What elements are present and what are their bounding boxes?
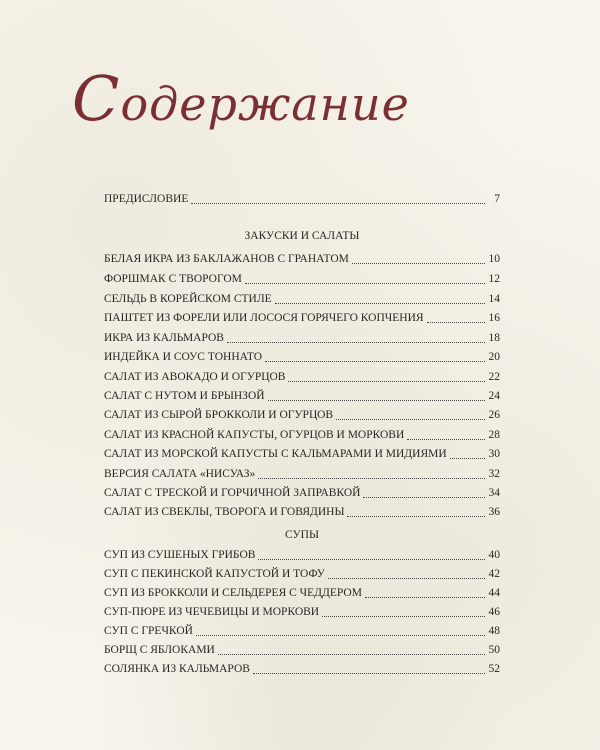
toc-entry-page: 28	[488, 429, 500, 441]
toc-entry[interactable]	[104, 348, 500, 366]
toc-entry-page: 46	[488, 606, 500, 618]
toc-entry-page: 48	[488, 625, 500, 637]
toc-entry-label: ПРЕДИСЛОВИЕ	[104, 193, 189, 205]
toc-entry-page: 40	[488, 549, 500, 561]
toc-entry[interactable]	[104, 387, 500, 405]
toc-entry[interactable]	[104, 309, 500, 327]
toc-entry-label: САЛАТ ИЗ КРАСНОЙ КАПУСТЫ, ОГУРЦОВ И МОРКОВИ	[104, 429, 405, 441]
dot-leader	[268, 390, 485, 401]
toc-entry-label: ВЕРСИЯ САЛАТА «НИСУАЗ»	[104, 468, 256, 480]
toc-entry-label: ПАШТЕТ ИЗ ФОРЕЛИ ИЛИ ЛОСОСЯ ГОРЯЧЕГО КОПЧЕНИЯ	[104, 312, 424, 324]
dot-leader	[191, 193, 485, 204]
toc-entry-page: 18	[488, 332, 500, 344]
dot-leader	[275, 293, 485, 304]
toc-entry-label: САЛАТ ИЗ МОРСКОЙ КАПУСТЫ С КАЛЬМАРАМИ И МИДИЯМИ	[104, 448, 447, 460]
toc-entry[interactable]	[104, 465, 500, 483]
toc-entry[interactable]	[104, 546, 500, 564]
toc-entry-page: 26	[488, 409, 500, 421]
toc-entry-label: ФОРШМАК С ТВОРОГОМ	[104, 273, 242, 285]
section-heading-soups: СУПЫ	[285, 529, 319, 541]
toc-entry-label: САЛАТ ИЗ СВЕКЛЫ, ТВОРОГА И ГОВЯДИНЫ	[104, 506, 345, 518]
dot-leader	[253, 663, 485, 674]
dot-leader	[365, 587, 485, 598]
toc-entry[interactable]	[104, 584, 500, 602]
title-rest: одержание	[120, 77, 410, 131]
toc-entry[interactable]	[104, 406, 500, 424]
toc-entry-page: 10	[488, 253, 500, 265]
dot-leader	[258, 549, 485, 560]
toc-entry-page: 22	[488, 371, 500, 383]
dot-leader	[328, 568, 485, 579]
toc-entry[interactable]	[104, 270, 500, 288]
toc-entry-label: САЛАТ ИЗ СЫРОЙ БРОККОЛИ И ОГУРЦОВ	[104, 409, 334, 421]
toc-entry-label: БЕЛАЯ ИКРА ИЗ БАКЛАЖАНОВ С ГРАНАТОМ	[104, 253, 349, 265]
toc-entry-page: 42	[488, 568, 500, 580]
toc-entry-page: 16	[488, 312, 500, 324]
toc-entry[interactable]	[104, 641, 500, 659]
toc-entry[interactable]	[104, 250, 500, 268]
dot-leader	[288, 371, 485, 382]
toc-entry[interactable]	[104, 484, 500, 502]
dot-leader	[352, 253, 485, 264]
toc-entry-label: САЛАТ ИЗ АВОКАДО И ОГУРЦОВ	[104, 371, 286, 383]
section-heading-snacks: ЗАКУСКИ И САЛАТЫ	[244, 230, 360, 242]
toc-entry-page: 50	[488, 644, 500, 656]
dot-leader	[258, 468, 485, 479]
dot-leader	[363, 487, 485, 498]
toc-entry[interactable]	[104, 329, 500, 347]
toc-entry[interactable]	[104, 660, 500, 678]
toc-entry-label: САЛАТ С НУТОМ И БРЫНЗОЙ	[104, 390, 265, 402]
dot-leader	[427, 312, 485, 323]
page-title	[72, 62, 410, 135]
toc-entry[interactable]	[104, 603, 500, 621]
toc-entry[interactable]	[104, 503, 500, 521]
toc-entry-label: ИКРА ИЗ КАЛЬМАРОВ	[104, 332, 224, 344]
toc-entry-page: 14	[488, 293, 500, 305]
toc-entry[interactable]	[104, 622, 500, 640]
toc-entry[interactable]	[104, 565, 500, 583]
toc-entry-page: 24	[488, 390, 500, 402]
dot-leader	[347, 506, 485, 517]
toc-entry-page: 52	[488, 663, 500, 675]
toc-entry-preface[interactable]	[104, 190, 500, 208]
dot-leader	[196, 625, 485, 636]
toc-entry[interactable]	[104, 368, 500, 386]
dot-leader	[265, 351, 485, 362]
toc-entry-label: СУП ИЗ БРОККОЛИ И СЕЛЬДЕРЕЯ С ЧЕДДЕРОМ	[104, 587, 362, 599]
dot-leader	[322, 606, 485, 617]
toc-entry-label: БОРЩ С ЯБЛОКАМИ	[104, 644, 215, 656]
dot-leader	[227, 332, 485, 343]
toc-entry-label: СУП С ПЕКИНСКОЙ КАПУСТОЙ И ТОФУ	[104, 568, 325, 580]
toc-entry-page: 12	[488, 273, 500, 285]
toc-entry-page: 20	[488, 351, 500, 363]
toc-entry-label: СУП ИЗ СУШЕНЫХ ГРИБОВ	[104, 549, 256, 561]
toc-entry-page: 32	[488, 468, 500, 480]
toc-entry-page: 36	[488, 506, 500, 518]
title-initial: С	[72, 62, 121, 135]
toc-entry-label: САЛАТ С ТРЕСКОЙ И ГОРЧИЧНОЙ ЗАПРАВКОЙ	[104, 487, 361, 499]
dot-leader	[218, 644, 485, 655]
toc-entry[interactable]	[104, 426, 500, 444]
dot-leader	[336, 409, 485, 420]
toc-entry[interactable]	[104, 445, 500, 463]
toc-entry-label: ИНДЕЙКА И СОУС ТОННАТО	[104, 351, 263, 363]
toc-entry-label: СУП С ГРЕЧКОЙ	[104, 625, 193, 637]
dot-leader	[450, 448, 485, 459]
toc-entry-label: СЕЛЬДЬ В КОРЕЙСКОМ СТИЛЕ	[104, 293, 272, 305]
dot-leader	[245, 273, 485, 284]
toc-entry[interactable]	[104, 290, 500, 308]
toc-entry-page: 30	[488, 448, 500, 460]
toc-entry-page: 34	[488, 487, 500, 499]
toc-entry-page: 44	[488, 587, 500, 599]
dot-leader	[407, 429, 485, 440]
toc-entry-label: СОЛЯНКА ИЗ КАЛЬМАРОВ	[104, 663, 250, 675]
toc-entry-label: СУП-ПЮРЕ ИЗ ЧЕЧЕВИЦЫ И МОРКОВИ	[104, 606, 320, 618]
toc-entry-page: 7	[494, 193, 500, 205]
